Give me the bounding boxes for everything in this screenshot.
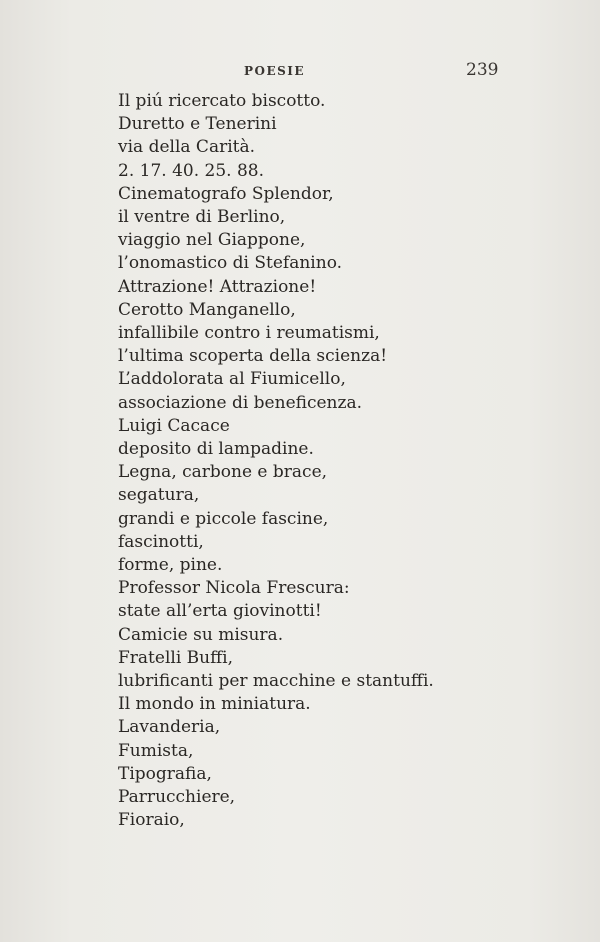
poem-line: Camicie su misura. (118, 624, 284, 645)
page-number: 239 (466, 60, 499, 80)
poem-line: Il mondo in miniatura. (118, 694, 311, 715)
running-header-title: POESIE (244, 64, 306, 78)
poem-line: il ventre di Berlino, (118, 207, 286, 228)
poem-line: Lavanderia, (118, 717, 221, 738)
poem-line: grandi e piccole fascine, (118, 508, 329, 529)
poem-line: Fioraio, (118, 810, 185, 831)
poem-line: Parrucchiere, (118, 787, 236, 808)
poem-text (118, 90, 434, 833)
poem-line: l’onomastico di Stefanino. (118, 253, 343, 274)
poem-line: associazione di beneficenza. (118, 392, 362, 413)
poem-line: fascinotti, (118, 531, 204, 552)
poem-line: Professor Nicola Frescura: (118, 578, 350, 599)
poem-line: via della Carità. (118, 137, 256, 158)
poem-line: Cerotto Manganello, (118, 299, 296, 320)
poem-line: state all’erta giovinotti! (118, 601, 322, 622)
poem-line: Attrazione! Attrazione! (118, 276, 317, 297)
poem-line: L’addolorata al Fiumicello, (118, 369, 346, 390)
poem-line: Fumista, (118, 740, 194, 761)
poem-line: Legna, carbone e brace, (118, 462, 328, 483)
poem-line: deposito di lampadine. (118, 439, 314, 460)
poem-line: forme, pine. (118, 555, 223, 576)
poem-line: 2. 17. 40. 25. 88. (118, 160, 264, 181)
poem-line: segatura, (118, 485, 200, 506)
poem-line: Il piú ricercato biscotto. (118, 91, 326, 111)
poem-line: Tipografia, (118, 763, 212, 784)
poem-line: lubrificanti per macchine e stantuffi. (118, 671, 434, 692)
poem-line: Duretto e Tenerini (118, 114, 277, 135)
poem-line: viaggio nel Giappone, (118, 230, 306, 251)
poem-line: Fratelli Buffi, (118, 647, 234, 668)
poem-line: infallibile contro i reumatismi, (118, 323, 380, 344)
poem-line: Luigi Cacace (118, 415, 230, 436)
poem-line: Cinematografo Splendor, (118, 183, 334, 204)
poem-line: l’ultima scoperta della scienza! (118, 346, 388, 367)
